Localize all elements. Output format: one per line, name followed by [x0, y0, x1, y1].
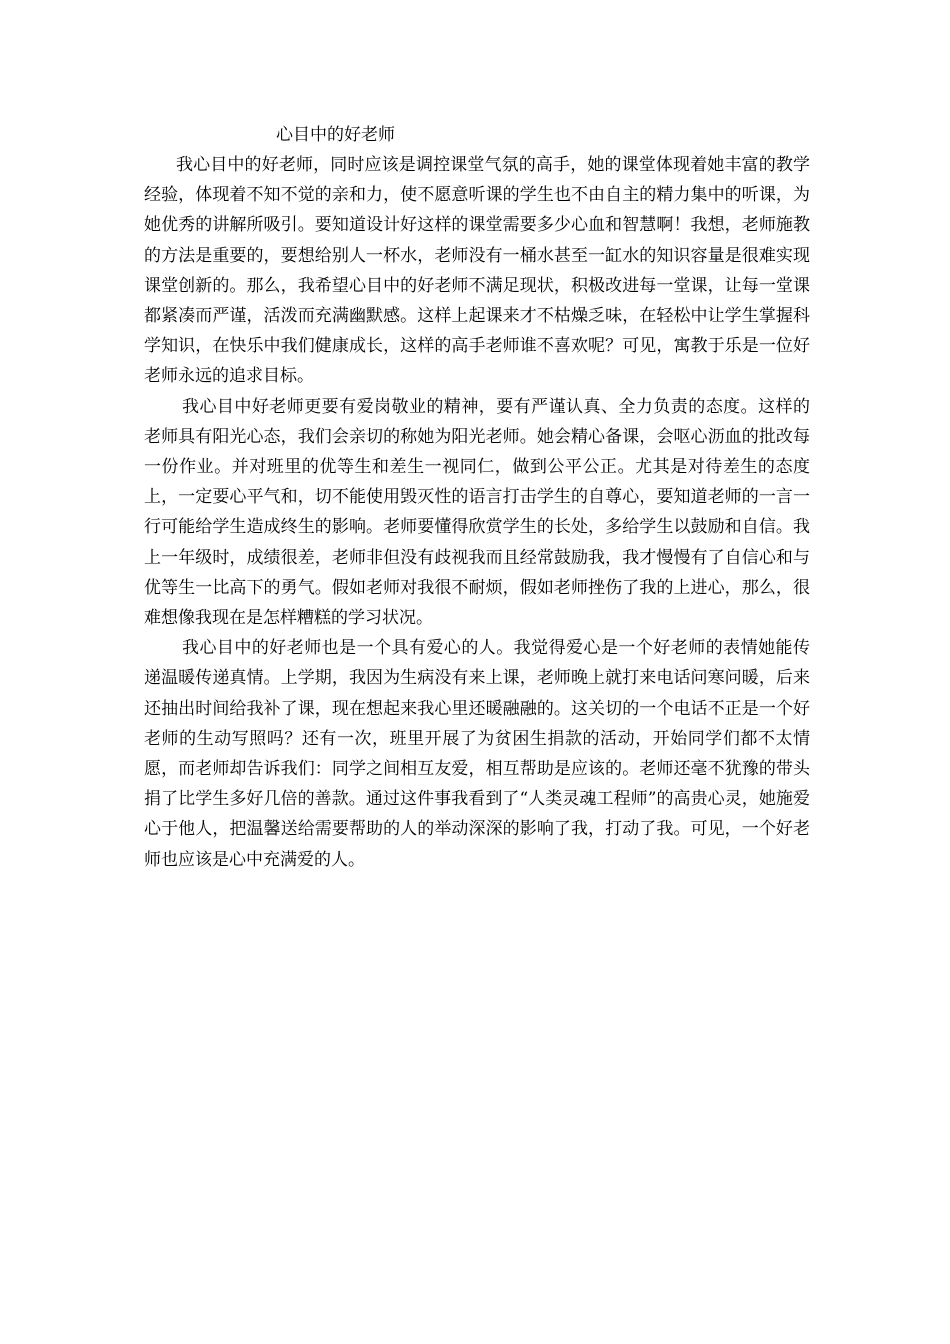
paragraph-3: 我心目中的好老师也是一个具有爱心的人。我觉得爱心是一个好老师的表情她能传递温暖传递真情。上学期，我因为生病没有来上课，老师晚上就打来电话问寒问暖，后来还抽出时间给我补了课，现在想起来我心里还暖融融的。这关切的一个电话不正是一个好老师的生动写照吗？还有一次，班里开展了为贫困生捐款的活动，开始同学们都不太情愿，而老师却告诉我们：同学之间相互友爱，相互帮助是应该的。老师还毫不犹豫的带头捐了比学生多好几倍的善款。通过这件事我看到了“人类灵魂工程师”的高贵心灵，她施爱心于他人，把温馨送给需要帮助的人的举动深深的影响了我，打动了我。可见，一个好老师也应该是心中充满爱的人。: [144, 638, 810, 870]
paragraph-2: 我心目中好老师更要有爱岗敬业的精神，要有严谨认真、全力负责的态度。这样的老师具有阳光心态，我们会亲切的称她为阳光老师。她会精心备课，会呕心沥血的批改每一份作业。并对班里的优等生和差生一视同仁，做到公平公正。尤其是对待差生的态度上，一定要心平气和，切不能使用毁灭性的语言打击学生的自尊心，要知道老师的一言一行可能给学生造成终生的影响。老师要懂得欣赏学生的长处，多给学生以鼓励和自信。我上一年级时，成绩很差，老师非但没有歧视我而且经常鼓励我，我才慢慢有了自信心和与优等生一比高下的勇气。假如老师对我很不耐烦，假如老师挫伤了我的上进心，那么，很难想像我现在是怎样糟糕的学习状况。: [144, 396, 810, 629]
paragraph-1: 我心目中的好老师，同时应该是调控课堂气氛的高手，她的课堂体现着她丰富的教学经验，体现着不知不觉的亲和力，使不愿意听课的学生也不由自主的精力集中的听课，为她优秀的讲解所吸引。要知道设计好这样的课堂需要多少心血和智慧啊！我想，老师施教的方法是重要的，要想给别人一杯水，老师没有一桶水甚至一缸水的知识容量是很难实现课堂创新的。那么，我希望心目中的好老师不满足现状，积极改进每一堂课，让每一堂课都紧凑而严谨，活泼而充满幽默感。这样上起课来才不枯燥乏味，在轻松中让学生掌握科学知识，在快乐中我们健康成长，这样的高手老师谁不喜欢呢？可见，寓教于乐是一位好老师永远的追求目标。: [144, 155, 810, 387]
document-title: 心目中的好老师: [276, 125, 395, 145]
document-body: [144, 120, 810, 875]
